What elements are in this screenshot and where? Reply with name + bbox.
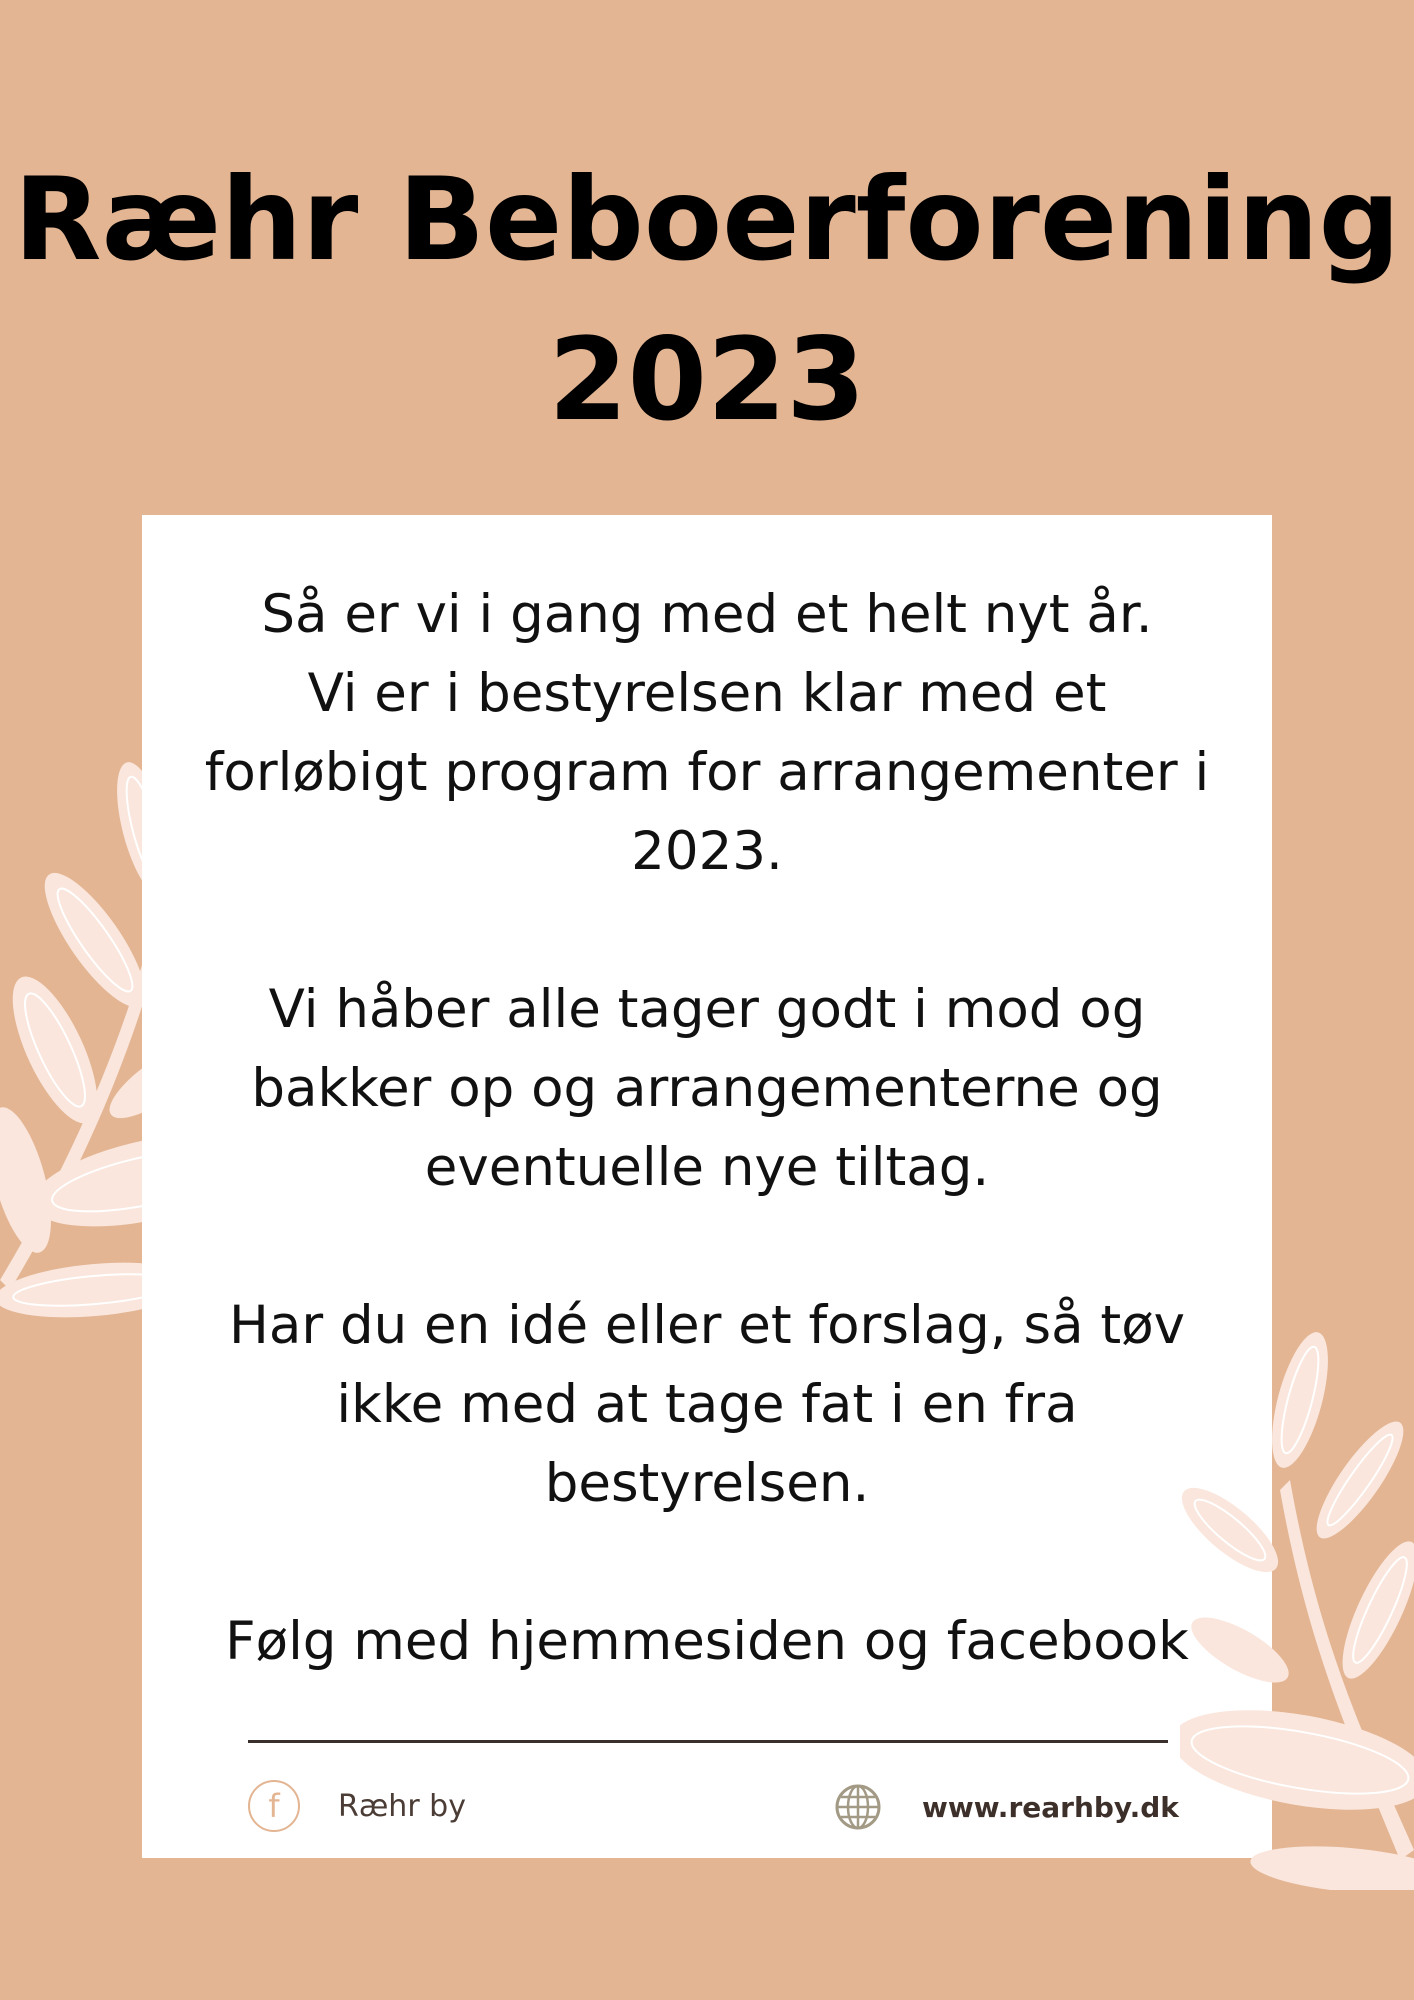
title-line-2: 2023	[548, 313, 866, 446]
title-line-1: Ræhr Beboerforening	[13, 153, 1401, 286]
message-body	[142, 575, 1272, 1760]
message-card	[142, 515, 1272, 1858]
text-line: bestyrelsen.	[544, 1453, 870, 1514]
paragraph-ideas	[142, 1286, 1272, 1523]
facebook-link[interactable]	[248, 1780, 466, 1832]
text-line: Vi håber alle tager godt i mod og	[268, 979, 1146, 1040]
facebook-label: Ræhr by	[338, 1788, 466, 1824]
paragraph-intro	[142, 575, 1272, 891]
website-link[interactable]	[834, 1783, 1179, 1831]
text-line: 2023.	[631, 821, 783, 882]
text-line: Vi er i bestyrelsen klar med et	[307, 663, 1107, 724]
text-line: forløbigt program for arrangementer i	[204, 742, 1210, 803]
page-title	[0, 140, 1414, 460]
leaf-branch-icon	[1180, 1330, 1414, 1890]
text-line: Følg med hjemmesiden og facebook	[225, 1611, 1189, 1672]
paragraph-support	[142, 970, 1272, 1207]
footer-divider	[248, 1740, 1168, 1743]
text-line: bakker op og arrangementerne og	[251, 1058, 1163, 1119]
text-line: ikke med at tage fat i en fra	[336, 1374, 1078, 1435]
text-line: Har du en idé eller et forslag, så tøv	[229, 1295, 1185, 1356]
text-line: eventuelle nye tiltag.	[424, 1137, 990, 1198]
paragraph-follow	[142, 1602, 1272, 1681]
text-line: Så er vi i gang med et helt nyt år.	[261, 584, 1153, 645]
globe-icon	[834, 1783, 882, 1831]
facebook-icon: f	[248, 1780, 300, 1832]
website-url: www.rearhby.dk	[922, 1790, 1179, 1824]
